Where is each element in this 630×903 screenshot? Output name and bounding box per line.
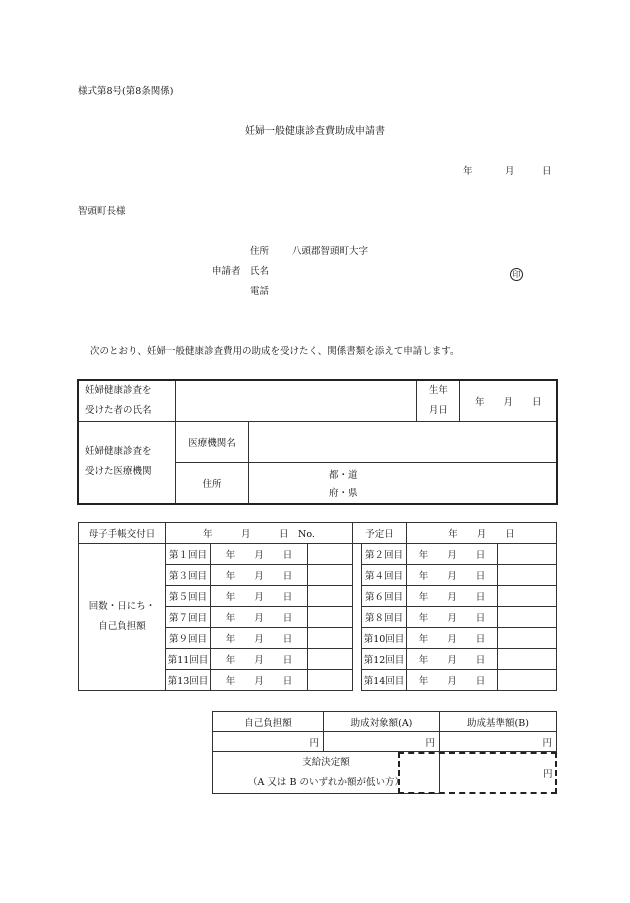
examinee-label-cell	[78, 380, 176, 422]
examinee-name-field[interactable]	[176, 380, 417, 422]
phone-label: 電話	[250, 286, 270, 297]
visits-side-label-1: 回数・日にち・	[88, 601, 156, 612]
form-number: 様式第8号(第8条関係)	[78, 86, 174, 97]
facility-label-2: 受けた医療機関	[85, 466, 152, 478]
date-day: 日	[542, 166, 552, 177]
facility-name-label: 医療機関名	[176, 422, 249, 463]
date-month: 月	[505, 166, 515, 177]
decision-label-1: 支給決定額	[302, 756, 350, 768]
row-gap	[353, 628, 362, 649]
prefecture-line-2: 府・県	[329, 488, 358, 499]
visit-date-field[interactable]: 年 月 日	[407, 649, 498, 670]
examinee-label-2: 受けた者の氏名	[85, 405, 152, 416]
visit-number-label: 第２回目	[362, 544, 407, 565]
visit-number-label: 第４回目	[362, 565, 407, 586]
visit-date-field[interactable]: 年 月 日	[211, 670, 308, 691]
visit-amount-field[interactable]	[498, 544, 557, 565]
visit-number-label: 第７回目	[166, 607, 211, 628]
visits-table	[78, 522, 557, 691]
decision-dashed-box	[398, 752, 557, 794]
facility-address-label: 住所	[176, 463, 249, 504]
visit-number-label: 第14回目	[362, 670, 407, 691]
visit-date-field[interactable]: 年 月 日	[407, 628, 498, 649]
visit-number-label: 第６回目	[362, 586, 407, 607]
visit-amount-field[interactable]	[308, 544, 353, 565]
handbook-date-field[interactable]: 年 月 日 No.	[166, 523, 353, 544]
examinee-table	[77, 379, 558, 505]
facility-address-field[interactable]	[249, 463, 558, 504]
form-title: 妊婦一般健康診査費助成申請書	[245, 126, 385, 137]
applicant-label: 申請者	[212, 266, 241, 277]
due-date-field[interactable]: 年 月 日	[407, 523, 557, 544]
visit-date-field[interactable]: 年 月 日	[211, 586, 308, 607]
statement: 次のとおり、妊婦一般健康診査費用の助成を受けたく、関係書類を添えて申請します。	[90, 346, 460, 357]
birth-label-2: 月日	[428, 405, 448, 416]
visit-number-label: 第８回目	[362, 607, 407, 628]
target-amount-field[interactable]: 円	[324, 732, 440, 752]
row-gap	[353, 565, 362, 586]
facility-label-cell	[78, 422, 176, 504]
self-pay-field[interactable]: 円	[213, 732, 324, 752]
due-date-label: 予定日	[353, 523, 407, 544]
seal-icon: 印	[510, 268, 523, 281]
facility-name-field[interactable]	[249, 422, 558, 463]
birth-label-cell	[417, 380, 460, 422]
visit-number-label: 第１回目	[166, 544, 211, 565]
visit-number-label: 第９回目	[166, 628, 211, 649]
visits-side-label-2: 自己負担額	[98, 621, 146, 632]
row-gap	[353, 607, 362, 628]
visit-amount-field[interactable]	[308, 670, 353, 691]
visit-amount-field[interactable]	[498, 649, 557, 670]
visit-number-label: 第12回目	[362, 649, 407, 670]
visit-row	[79, 544, 557, 565]
visit-number-label: 第11回目	[166, 649, 211, 670]
seal-mark	[510, 262, 523, 281]
address-label: 住所	[250, 246, 270, 257]
visit-date-field[interactable]: 年 月 日	[211, 649, 308, 670]
birth-date-field[interactable]: 年 月 日	[460, 380, 557, 422]
visit-number-label: 第３回目	[166, 565, 211, 586]
standard-amount-label: 助成基準額(B)	[440, 712, 557, 732]
visit-amount-field[interactable]	[308, 628, 353, 649]
visit-amount-field[interactable]	[498, 586, 557, 607]
birth-label-1: 生年	[428, 385, 448, 396]
handbook-label: 母子手帳交付日	[79, 523, 166, 544]
visit-amount-field[interactable]	[308, 586, 353, 607]
visit-date-field[interactable]: 年 月 日	[407, 565, 498, 586]
target-amount-label: 助成対象額(A)	[324, 712, 440, 732]
visit-date-field[interactable]: 年 月 日	[407, 586, 498, 607]
visit-date-field[interactable]: 年 月 日	[211, 628, 308, 649]
row-gap	[353, 544, 362, 565]
visit-amount-field[interactable]	[498, 565, 557, 586]
visit-date-field[interactable]: 年 月 日	[407, 670, 498, 691]
decision-amount-field[interactable]: 円	[542, 768, 553, 780]
visit-amount-field[interactable]	[308, 649, 353, 670]
standard-amount-field[interactable]: 円	[440, 732, 557, 752]
visit-number-label: 第10回目	[362, 628, 407, 649]
visit-amount-field[interactable]	[498, 607, 557, 628]
visit-amount-field[interactable]	[308, 565, 353, 586]
visit-amount-field[interactable]	[498, 628, 557, 649]
addressee: 智頭町長様	[78, 206, 126, 217]
visit-number-label: 第13回目	[166, 670, 211, 691]
row-gap	[353, 649, 362, 670]
visit-date-field[interactable]: 年 月 日	[211, 607, 308, 628]
visits-side-label	[79, 544, 166, 691]
visit-amount-field[interactable]	[308, 607, 353, 628]
prefecture-options	[329, 467, 358, 503]
visit-amount-field[interactable]	[498, 670, 557, 691]
visit-number-label: 第５回目	[166, 586, 211, 607]
facility-label-1: 妊婦健康診査を	[85, 446, 152, 458]
name-label: 氏名	[250, 266, 270, 277]
row-gap	[353, 586, 362, 607]
address-value: 八頭郡智頭町大字	[292, 246, 369, 257]
visit-date-field[interactable]: 年 月 日	[407, 544, 498, 565]
visit-date-field[interactable]: 年 月 日	[407, 607, 498, 628]
self-pay-label: 自己負担額	[213, 712, 324, 732]
examinee-label-1: 妊婦健康診査を	[85, 385, 152, 396]
date-year: 年	[463, 166, 473, 177]
prefecture-line-1: 都・道	[329, 470, 358, 481]
decision-label-2: （A 又は B のいずれか額が低い方）	[248, 776, 404, 788]
row-gap	[353, 670, 362, 691]
visit-date-field[interactable]: 年 月 日	[211, 544, 308, 565]
visit-date-field[interactable]: 年 月 日	[211, 565, 308, 586]
